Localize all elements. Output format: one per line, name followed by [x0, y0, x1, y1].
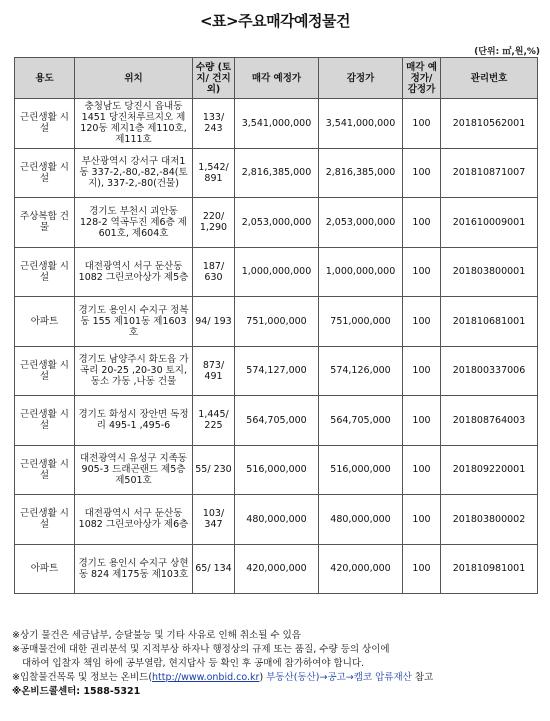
cell-qty: 103/ 347: [193, 495, 235, 545]
cell-sale-price: 516,000,000: [235, 445, 319, 495]
table-row: [15, 445, 538, 495]
cell-sale-price: 564,705,000: [235, 396, 319, 446]
cell-location: 대전광역시 서구 둔산동 1082 그린코아상가 제6층: [75, 495, 193, 545]
cell-ratio: 100: [403, 445, 441, 495]
cell-ratio: 100: [403, 247, 441, 297]
cell-appraisal: 3,541,000,000: [319, 99, 403, 149]
notes-section: [12, 629, 540, 699]
cell-sale-price: 420,000,000: [235, 544, 319, 594]
cell-use: 근린생활 시설: [15, 346, 75, 396]
cell-mgmt-no: 201810562001: [441, 99, 538, 149]
cell-use: 근린생활 시설: [15, 495, 75, 545]
cell-location: 경기도 용인시 수지구 상현동 824 제175동 제103호: [75, 544, 193, 594]
cell-qty: 1,445/ 225: [193, 396, 235, 446]
note-rights-analysis: ※공매물건에 대한 권리분석 및 지적부상 하자나 행정상의 규제 또는 품질, 수량 등의 상이에: [12, 644, 390, 655]
cell-mgmt-no: 201610009001: [441, 198, 538, 248]
table-row: [15, 297, 538, 347]
cell-use: 근린생활 시설: [15, 396, 75, 446]
cell-use: 주상복합 건물: [15, 198, 75, 248]
cell-ratio: 100: [403, 297, 441, 347]
note-onbid-info: [12, 671, 540, 685]
cell-mgmt-no: 201800337006: [441, 346, 538, 396]
header-ratio: 매각 예정가/ 감정가: [403, 58, 441, 99]
table-row: [15, 544, 538, 594]
onbid-link[interactable]: http://www.onbid.co.kr: [152, 672, 260, 683]
cell-use: 아파트: [15, 544, 75, 594]
cell-ratio: 100: [403, 346, 441, 396]
table-row: [15, 148, 538, 198]
cell-location: 경기도 용인시 수지구 정복동 155 제101동 제1603호: [75, 297, 193, 347]
cell-mgmt-no: 201808764003: [441, 396, 538, 446]
header-appraisal: 감정가: [319, 58, 403, 99]
cell-location: 부산광역시 강서구 대저1동 337-2,-80,-82,-84(토지), 337-2,-80(건물): [75, 148, 193, 198]
cell-appraisal: 574,126,000: [319, 346, 403, 396]
cell-use: 근린생활 시설: [15, 148, 75, 198]
cell-mgmt-no: 201810871007: [441, 148, 538, 198]
cell-ratio: 100: [403, 544, 441, 594]
cell-qty: 133/ 243: [193, 99, 235, 149]
cell-mgmt-no: 201803800002: [441, 495, 538, 545]
header-sale-price: 매각 예정가: [235, 58, 319, 99]
cell-sale-price: 574,127,000: [235, 346, 319, 396]
cell-use: 근린생활 시설: [15, 247, 75, 297]
table-row: [15, 247, 538, 297]
cell-location: 경기도 화성시 장안면 독정리 495-1 ,495-6: [75, 396, 193, 446]
note-onbid-mid: ): [259, 672, 267, 683]
note-rights-analysis-cont: 대하여 입찰자 책임 하에 공부열람, 현지답사 등 확인 후 공매에 참가하여야 합니다.: [22, 658, 365, 669]
cell-ratio: 100: [403, 396, 441, 446]
note-cancellation: ※상기 물건은 세금납부, 승달불능 및 기타 사유로 인해 취소될 수 있음: [12, 630, 301, 641]
note-onbid-prefix: ※입찰물건목록 및 정보는 온비드(: [12, 672, 153, 683]
cell-ratio: 100: [403, 99, 441, 149]
cell-qty: 873/ 491: [193, 346, 235, 396]
cell-appraisal: 2,053,000,000: [319, 198, 403, 248]
cell-use: 근린생활 시설: [15, 445, 75, 495]
cell-qty: 65/ 134: [193, 544, 235, 594]
cell-qty: 55/ 230: [193, 445, 235, 495]
table-row: [15, 99, 538, 149]
cell-mgmt-no: 201803800001: [441, 247, 538, 297]
cell-location: 대전광역시 유성구 지족동 905-3 드래곤랜드 제5층 제501호: [75, 445, 193, 495]
cell-qty: 1,542/ 891: [193, 148, 235, 198]
cell-qty: 220/ 1,290: [193, 198, 235, 248]
header-qty: 수량 (토지/ 건지외): [193, 58, 235, 99]
cell-mgmt-no: 201809220001: [441, 445, 538, 495]
cell-sale-price: 2,816,385,000: [235, 148, 319, 198]
unit-label: (단위: ㎡,원,%): [474, 47, 540, 57]
cell-appraisal: 516,000,000: [319, 445, 403, 495]
cell-location: 대전광역시 서구 둔산동 1082 그린코아상가 제5층: [75, 247, 193, 297]
header-use: 용도: [15, 58, 75, 99]
table-row: [15, 396, 538, 446]
cell-appraisal: 564,705,000: [319, 396, 403, 446]
cell-appraisal: 1,000,000,000: [319, 247, 403, 297]
header-location: 위치: [75, 58, 193, 99]
cell-ratio: 100: [403, 148, 441, 198]
cell-appraisal: 420,000,000: [319, 544, 403, 594]
page-title: <표>주요매각예정물건: [199, 12, 351, 30]
cell-ratio: 100: [403, 495, 441, 545]
cell-sale-price: 480,000,000: [235, 495, 319, 545]
header-mgmt-no: 관리번호: [441, 58, 538, 99]
property-table: [14, 57, 538, 594]
cell-appraisal: 751,000,000: [319, 297, 403, 347]
cell-location: 경기도 부천시 괴안동 128-2 역곡두진 제6층 제601호, 제604호: [75, 198, 193, 248]
table-row: [15, 198, 538, 248]
cell-appraisal: 480,000,000: [319, 495, 403, 545]
cell-sale-price: 751,000,000: [235, 297, 319, 347]
cell-sale-price: 1,000,000,000: [235, 247, 319, 297]
note-onbid-path: 부동산(동산)→공고→캠코 압류재산: [266, 672, 412, 683]
cell-ratio: 100: [403, 198, 441, 248]
cell-use: 아파트: [15, 297, 75, 347]
note-callcenter: ※온비드콜센터: 1588-5321: [12, 686, 141, 697]
cell-sale-price: 3,541,000,000: [235, 99, 319, 149]
cell-mgmt-no: 201810981001: [441, 544, 538, 594]
cell-qty: 187/ 630: [193, 247, 235, 297]
cell-appraisal: 2,816,385,000: [319, 148, 403, 198]
cell-use: 근린생활 시설: [15, 99, 75, 149]
table-row: [15, 346, 538, 396]
cell-sale-price: 2,053,000,000: [235, 198, 319, 248]
table-row: [15, 495, 538, 545]
cell-location: 경기도 남양주시 화도읍 가곡리 20-25 ,20-30 토지, 동소 가동 ,나동 건물: [75, 346, 193, 396]
table-header-row: [15, 58, 538, 99]
cell-qty: 94/ 193: [193, 297, 235, 347]
cell-location: 충청남도 당진시 읍내동 1451 당진처루르지오 제120동 제지1층 제110호, 제111호: [75, 99, 193, 149]
note-onbid-suffix: 참고: [411, 672, 434, 683]
cell-mgmt-no: 201810681001: [441, 297, 538, 347]
